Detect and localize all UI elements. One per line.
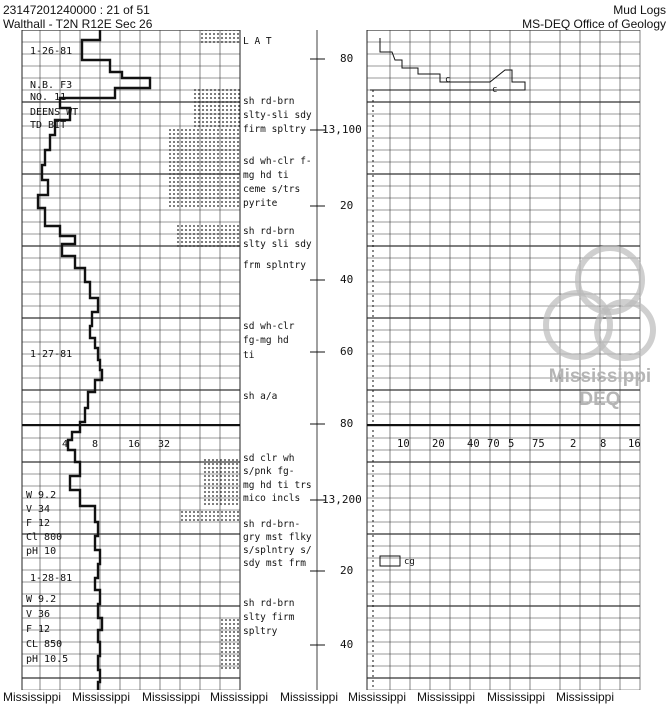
depth-label: 13,100 (322, 123, 362, 136)
lithology-text: s/pnk fg- (243, 466, 295, 477)
lithology-text: ceme s/trs (243, 184, 301, 195)
mud-prop-set-1: Cl 800 (26, 532, 63, 543)
annotation-c-1: c (445, 75, 451, 85)
footer-strip (0, 690, 671, 705)
lithology-text: mg hd ti (243, 170, 289, 181)
lithology-text: mg hd ti trs (243, 480, 312, 491)
footer-text-9: Mississippi (556, 690, 615, 704)
rate-scale-16: 16 (128, 439, 141, 450)
lithology-text: fg-mg hd (243, 335, 289, 346)
annotation-cg: cg (404, 557, 415, 567)
lithology-text: sd wh-clr f- (243, 156, 312, 167)
mud-prop-set-2: CL 850 (26, 639, 63, 650)
footer-text-1: Mississippi (3, 690, 62, 704)
gas-scale-label: 70 (487, 438, 500, 450)
lithology-text: sh rd-brn (243, 226, 295, 237)
lithology-text: slty firm (243, 612, 295, 623)
gas-scale-label: 40 (467, 438, 480, 450)
depth-label: 20 (340, 564, 354, 577)
note-bit: TD BIT (30, 120, 67, 131)
lithology-text: slty-sli sdy (243, 110, 312, 121)
note-nb: N.B. F3 (30, 80, 73, 91)
footer-text-7: Mississippi (417, 690, 476, 704)
lithology-text: mico incls (243, 493, 301, 504)
lithology-text: sh rd-brn (243, 96, 295, 107)
lithology-text: pyrite (243, 198, 278, 209)
depth-label: 13,200 (322, 493, 362, 506)
footer-text-5: Mississippi (280, 690, 339, 704)
lithology-text: s/splntry s/ (243, 545, 312, 556)
gas-scale-label: 20 (432, 438, 445, 450)
lithology-text: firm spltry (243, 124, 306, 135)
footer-text-4: Mississippi (210, 690, 269, 704)
depth-label: 80 (340, 52, 354, 65)
watermark-logo (540, 240, 660, 415)
gas-scale-label: 75 (532, 438, 545, 450)
note-date-1: 1-26-81 (30, 46, 73, 57)
lithology-text: L A T (243, 36, 272, 47)
lithology-text: sh rd-brn- (243, 519, 301, 530)
note-date-3: 1-28-81 (30, 573, 73, 584)
depth-label: 60 (340, 345, 354, 358)
lithology-text: sd clr wh (243, 453, 295, 464)
gas-scale-label: 5 (508, 438, 515, 450)
footer-text-6: Mississippi (348, 690, 407, 704)
lithology-text: sdy mst frm (243, 558, 306, 569)
agency-name: MS-DEQ Office of Geology (522, 17, 666, 31)
lithology-text: slty sli sdy (243, 239, 312, 250)
gas-scale-label: 8 (600, 438, 607, 450)
lithology-text: frm splntry (243, 260, 306, 271)
document-type: Mud Logs (613, 3, 666, 17)
lithology-text: gry mst flky (243, 532, 312, 543)
footer-text-2: Mississippi (72, 690, 131, 704)
watermark-line-2: DEQ (579, 389, 621, 410)
note-date-2: 1-27-81 (30, 349, 73, 360)
gas-scale-label: 10 (397, 438, 410, 450)
depth-label: 40 (340, 638, 354, 651)
depth-label: 80 (340, 417, 354, 430)
gas-scale-label: 16 (628, 438, 641, 450)
footer-text-8: Mississippi (487, 690, 546, 704)
mud-prop-set-2: V 36 (26, 609, 51, 620)
mud-prop-set-2: pH 10.5 (26, 654, 69, 665)
mud-prop-set-2: W 9.2 (26, 594, 57, 605)
document-id: 23147201240000 : 21 of 51 (3, 3, 150, 17)
lithology-text: sh a/a (243, 391, 278, 402)
lithology-text: sh rd-brn (243, 598, 295, 609)
note-wt: DEENS WT (30, 107, 79, 118)
note-no: NO. 11 (30, 92, 67, 103)
footer-text-3: Mississippi (142, 690, 201, 704)
depth-label: 40 (340, 273, 354, 286)
mud-prop-set-1: pH 10 (26, 546, 57, 557)
well-location: Walthall - T2N R12E Sec 26 (3, 17, 153, 31)
rate-scale-32: 32 (158, 439, 171, 450)
mud-prop-set-1: V 34 (26, 504, 51, 515)
lithology-text: ti (243, 350, 255, 361)
rate-scale-4: 4 (62, 439, 69, 450)
mud-prop-set-2: F 12 (26, 624, 51, 635)
rate-scale-8: 8 (92, 439, 99, 450)
annotation-c-2: c (492, 85, 498, 95)
mud-prop-set-1: W 9.2 (26, 490, 57, 501)
lithology-text: spltry (243, 626, 278, 637)
watermark-line-1: Mississippi (548, 366, 652, 387)
lithology-text: sd wh-clr (243, 321, 295, 332)
mud-prop-set-1: F 12 (26, 518, 51, 529)
gas-scale-label: 2 (570, 438, 577, 450)
depth-label: 20 (340, 199, 354, 212)
